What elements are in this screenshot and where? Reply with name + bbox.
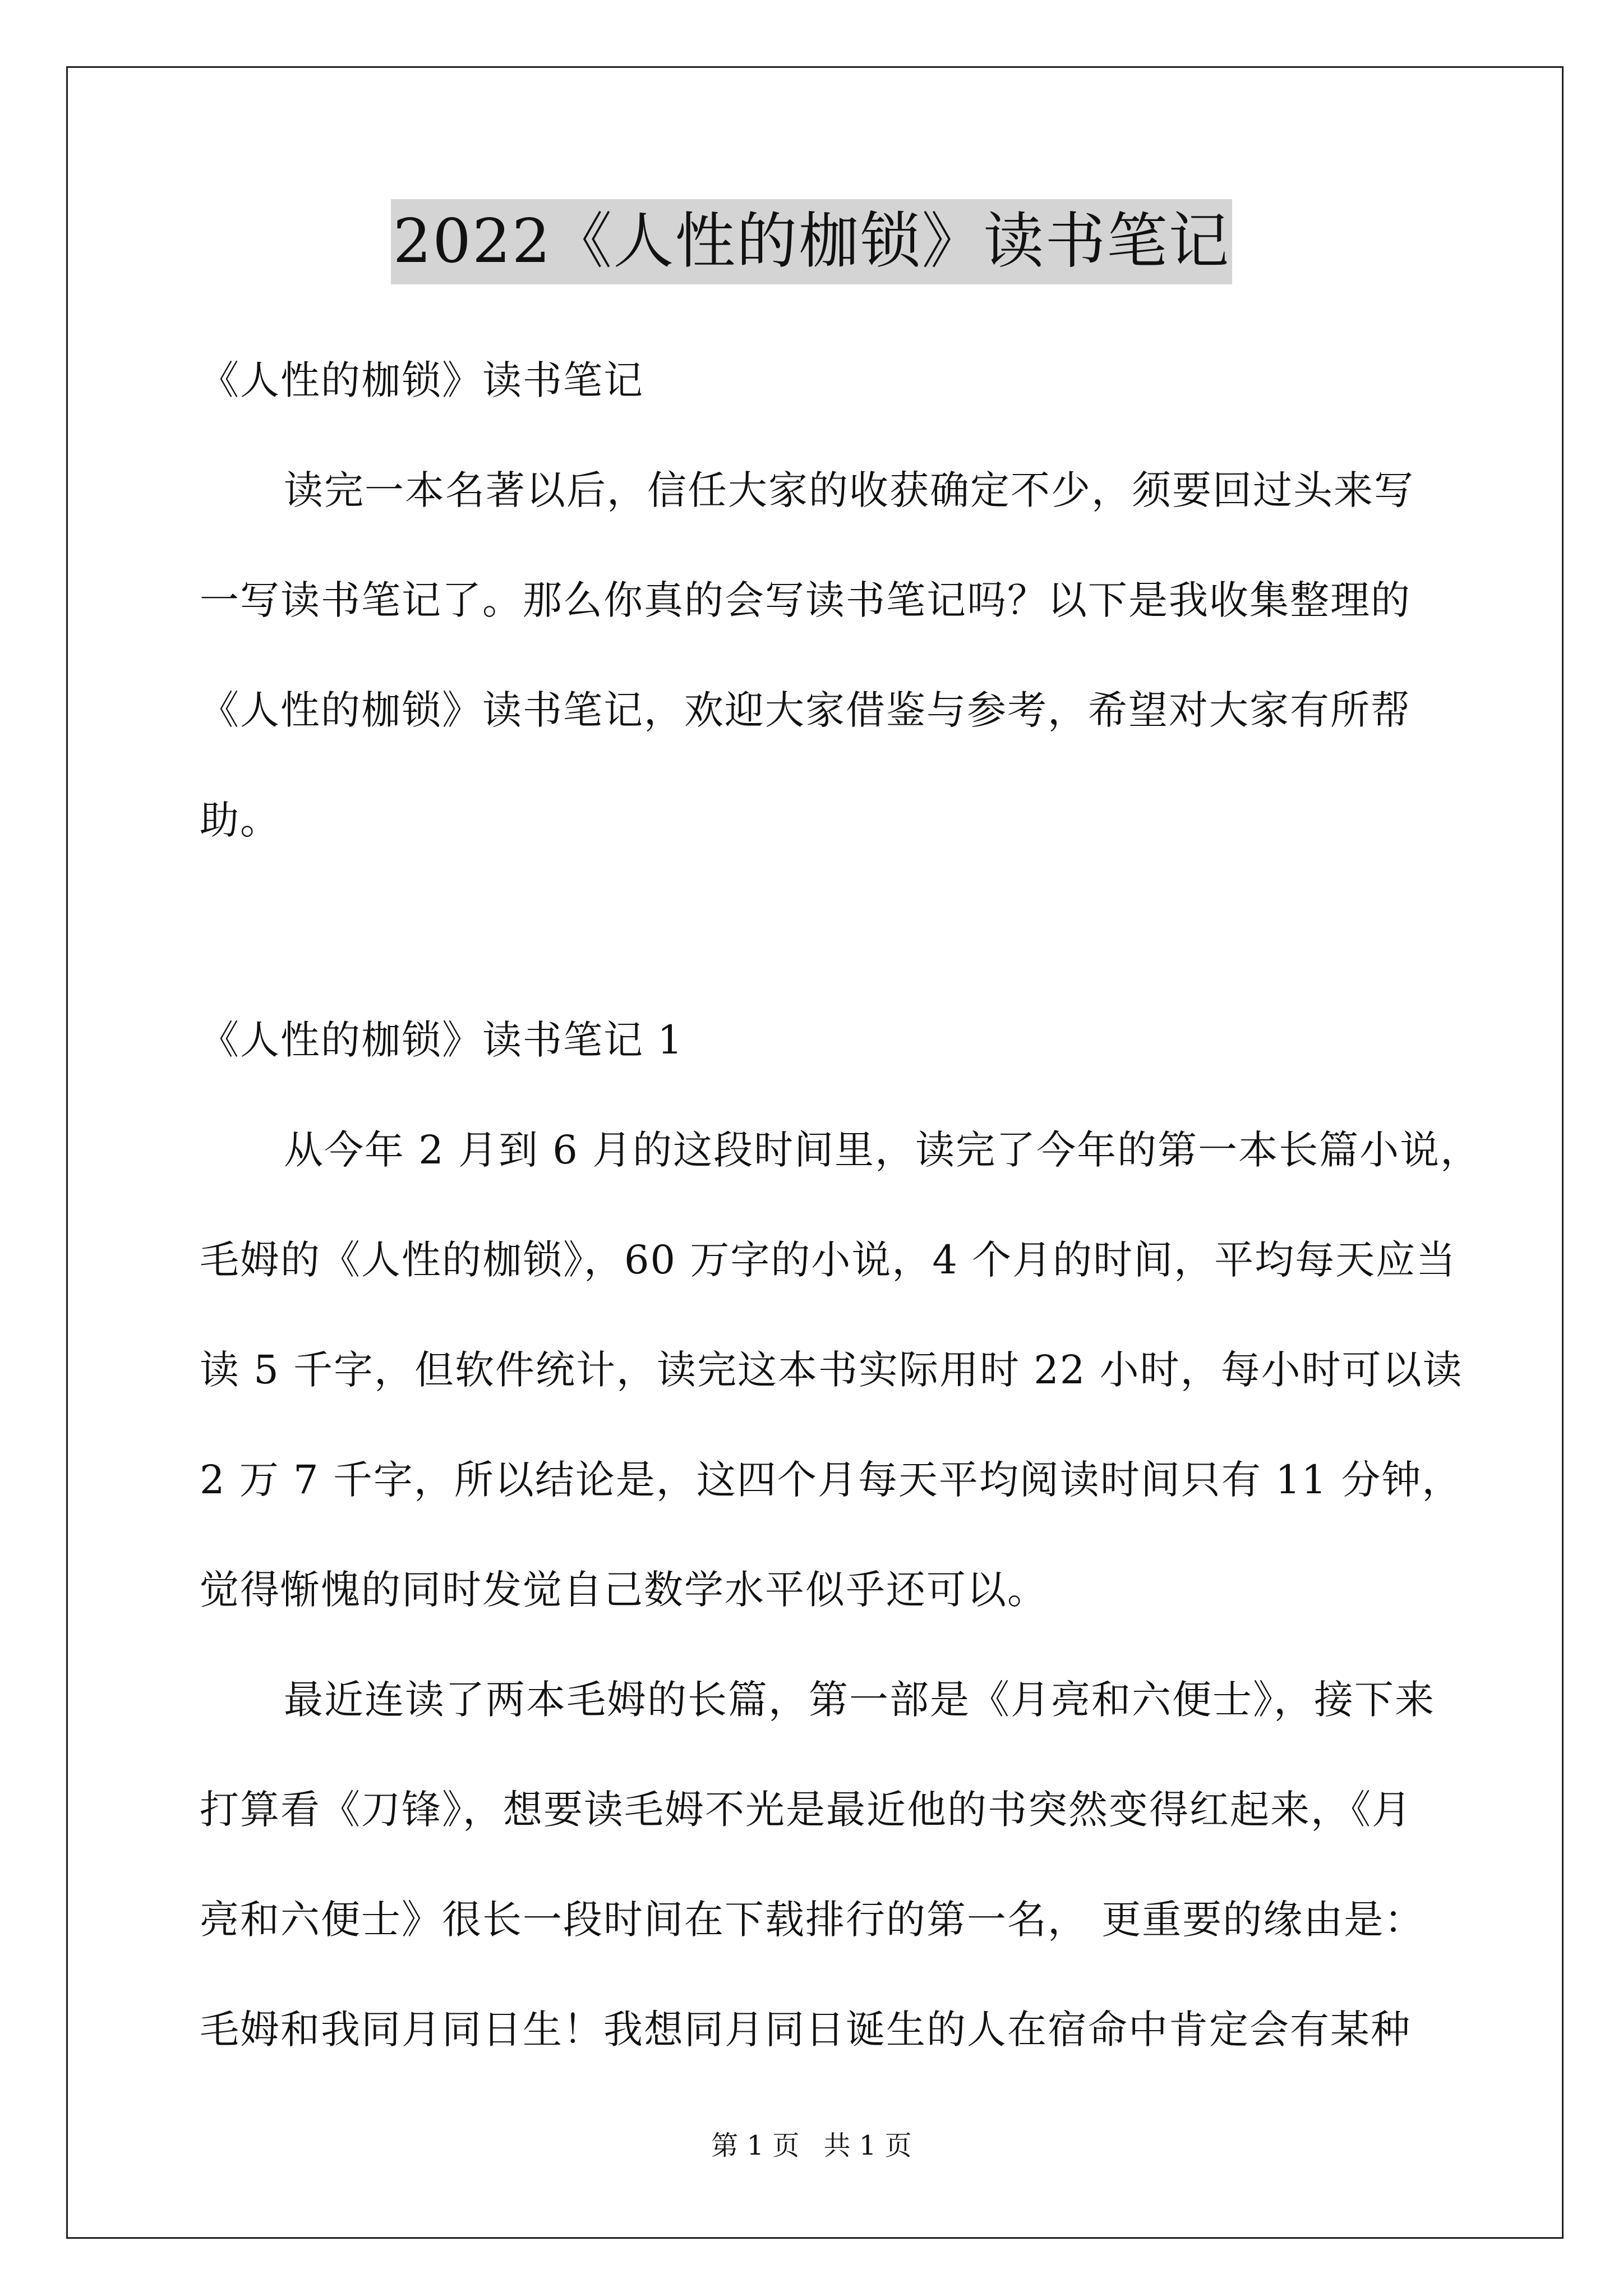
paragraph-line: 2 万 7 千字，所以结论是，这四个月每天平均阅读时间只有 11 分钟，: [200, 1457, 1463, 1503]
page-footer: [0, 2129, 1623, 2162]
paragraph-line: 助。: [200, 797, 280, 843]
page-number-total: 共 1 页: [823, 2130, 912, 2161]
title-container: [0, 199, 1623, 284]
paragraph-line: 打算看《刀锋》，想要读毛姆不光是最近他的书突然变得红起来，《月: [200, 1787, 1412, 1833]
document-title: 2022《人性的枷锁》读书笔记: [391, 199, 1233, 284]
paragraph-line: 觉得惭愧的同时发觉自己数学水平似乎还可以。: [200, 1567, 1048, 1613]
section-heading: 《人性的枷锁》读书笔记: [200, 357, 644, 403]
paragraph-line: 读 5 千字，但软件统计，读完这本书实际用时 22 小时，每小时可以读: [200, 1347, 1463, 1393]
document-body: [200, 325, 1481, 2085]
paragraph-line: 读完一本名著以后，信任大家的收获确定不少，须要回过头来写: [284, 467, 1414, 513]
paragraph-line: 亮和六便士》很长一段时间在下载排行的第一名， 更重要的缘由是：: [200, 1897, 1425, 1943]
paragraph-line: 一写读书笔记了。那么你真的会写读书笔记吗？以下是我收集整理的: [200, 577, 1411, 623]
paragraph-line: 毛姆和我同月同日生！我想同月同日诞生的人在宿命中肯定会有某种: [200, 2007, 1411, 2053]
paragraph-line: 毛姆的《人性的枷锁》，60 万字的小说，4 个月的时间，平均每天应当: [200, 1237, 1457, 1283]
paragraph-line: 从今年 2 月到 6 月的这段时间里，读完了今年的第一本长篇小说，: [284, 1127, 1481, 1173]
paragraph-line: 《人性的枷锁》读书笔记，欢迎大家借鉴与参考，希望对大家有所帮: [200, 687, 1411, 733]
paragraph-line: 最近连读了两本毛姆的长篇，第一部是《月亮和六便士》，接下来: [284, 1677, 1435, 1723]
page-number-current: 第 1 页: [711, 2130, 800, 2161]
section-heading: 《人性的枷锁》读书笔记 1: [200, 1017, 684, 1063]
blank-line: [200, 875, 1433, 985]
